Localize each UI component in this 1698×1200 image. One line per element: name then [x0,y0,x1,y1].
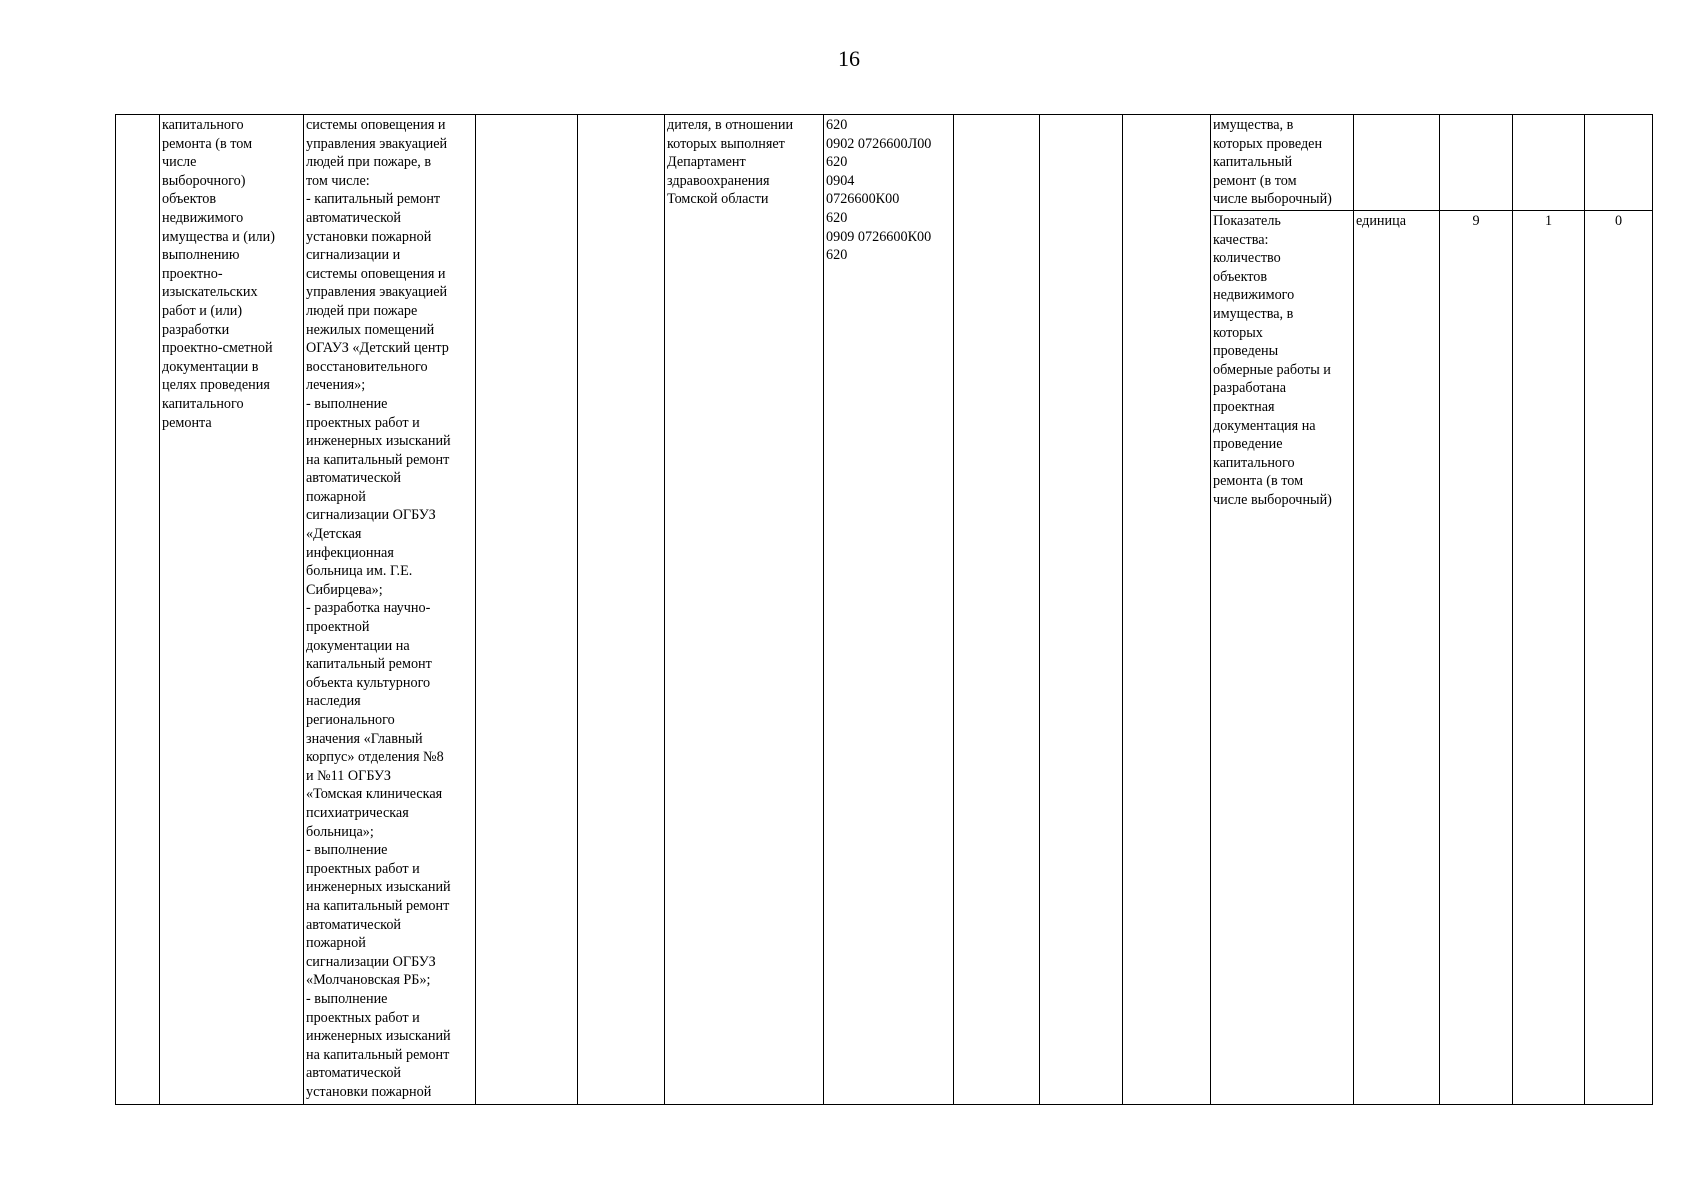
text-line: документации на [306,637,410,654]
text-line: проектных работ и [306,414,420,431]
col5-cell [578,115,665,1105]
text-line: сигнализации ОГБУЗ [306,953,436,970]
text-line: объектов [1213,268,1268,285]
text-line: которых проведен [1213,135,1323,152]
text-line: 620 [826,247,848,264]
text-line: сигнализации и [306,247,401,264]
text-line: ремонт (в том [1213,172,1297,189]
text-line: нежилых помещений [306,321,435,338]
text-line: капитального [162,117,244,133]
text-line: 620 [826,154,848,171]
text-line: проектно-сметной [162,340,273,357]
text-line: 620 [826,117,848,133]
text-line: автоматической [306,209,402,226]
text-line: ремонта (в том [1213,473,1304,490]
indicator2-value2-cell: 1 [1513,211,1585,1105]
text-line: «Томская клиническая [306,786,443,803]
text-line: системы оповещения и [306,265,446,282]
text-line: 0902 0726600Л00 [826,135,932,152]
text-line: капитальный [1213,154,1293,171]
text-line: психиатрическая [306,804,409,821]
text-line: проектной [306,619,370,636]
indicator2-name-text [1213,212,1351,510]
text-line: разработки [162,321,230,338]
text-line: сигнализации ОГБУЗ [306,507,436,524]
event-details-text [306,116,473,1101]
text-line: на капитальный ремонт [306,897,450,914]
text-line: управления эвакуацией [306,284,448,301]
budget-codes-text [826,116,951,265]
text-line: дителя, в отношении [667,117,794,133]
text-line: имущества, в [1213,117,1294,133]
indicator2-value3-cell: 0 [1585,211,1653,1105]
text-line: качества: [1213,231,1269,248]
text-line: на капитальный ремонт [306,1046,450,1063]
text-line: проведение [1213,436,1283,453]
text-line: ремонта (в том [162,135,253,152]
text-line: проектная [1213,398,1275,415]
indicator1-value1-cell [1440,115,1513,211]
text-line: установки пожарной [306,1083,432,1100]
text-line: изыскательских [162,284,258,301]
text-line: автоматической [306,470,402,487]
text-line: 620 [826,209,848,226]
text-line: проведены [1213,343,1279,360]
text-line: системы оповещения и [306,117,446,133]
text-line: на капитальный ремонт [306,451,450,468]
text-line: проектно- [162,265,223,282]
text-line: инфекционная [306,544,394,561]
text-line: капитального [162,395,244,412]
text-line: числе выборочный) [1213,491,1332,508]
text-line: которых [1213,324,1263,341]
indicator1-name-cell [1211,115,1354,211]
col-number-cell [116,115,160,1105]
text-line: автоматической [306,1065,402,1082]
text-line: Департамент [667,154,746,171]
text-line: «Детская [306,526,362,543]
text-line: целях проведения [162,377,270,394]
text-line: наследия [306,693,361,710]
text-line: и №11 ОГБУЗ [306,767,391,784]
executor-cell [665,115,824,1105]
text-line: выборочного) [162,172,246,189]
text-line: - выполнение [306,842,388,859]
text-line: установки пожарной [306,228,432,245]
executor-text [667,116,821,209]
text-line: капитального [1213,454,1295,471]
text-line: автоматической [306,916,402,933]
col4-cell [476,115,578,1105]
indicator2-unit-cell: единица [1354,211,1440,1105]
text-line: недвижимого [1213,287,1295,304]
text-line: восстановительного [306,358,428,375]
text-line: пожарной [306,488,366,505]
indicator2-name-cell [1211,211,1354,1105]
text-line: здравоохранения [667,172,770,189]
text-line: которых выполняет [667,135,785,152]
text-line: объектов [162,191,217,208]
text-line: ремонта [162,414,212,431]
text-line: количество [1213,250,1281,267]
text-line: числе [162,154,197,171]
text-line: инженерных изысканий [306,879,451,896]
text-line: работ и (или) [162,302,243,319]
text-line: инженерных изысканий [306,1028,451,1045]
text-line: значения «Главный [306,730,423,747]
text-line: капитальный ремонт [306,656,432,673]
text-line: проектных работ и [306,860,420,877]
text-line: больница им. Г.Е. [306,563,413,580]
text-line: корпус» отделения №8 [306,749,444,766]
text-line: пожарной [306,935,366,952]
text-line: - разработка научно- [306,600,431,617]
col10-cell [1123,115,1211,1105]
text-line: ОГАУЗ «Детский центр [306,340,449,357]
budget-codes-cell [824,115,954,1105]
event-name-cell [160,115,304,1105]
indicator1-value2-cell [1513,115,1585,211]
text-line: Показатель [1213,213,1281,229]
indicator1-value3-cell [1585,115,1653,211]
text-line: людей при пожаре, в [306,154,432,171]
text-line: лечения»; [306,377,366,394]
text-line: 0904 [826,172,855,189]
text-line: имущества и (или) [162,228,275,245]
text-line: - выполнение [306,395,388,412]
text-line: - выполнение [306,990,388,1007]
text-line: выполнению [162,247,240,264]
program-table [115,114,1653,1105]
event-name-text [162,116,301,432]
text-line: регионального [306,712,395,728]
indicator1-unit-cell [1354,115,1440,211]
text-line: документации в [162,358,259,375]
text-line: числе выборочный) [1213,191,1332,208]
text-line: разработана [1213,380,1287,397]
text-line: проектных работ и [306,1009,420,1026]
text-line: инженерных изысканий [306,433,451,450]
text-line: обмерные работы и [1213,361,1331,378]
text-line: Томской области [667,191,769,208]
text-line: 0909 0726600К00 [826,228,932,245]
text-line: больница»; [306,823,374,840]
text-line: людей при пожаре [306,302,418,319]
indicator1-name-text [1213,116,1351,209]
text-line: Сибирцева»; [306,581,383,598]
page-number: 16 [838,46,860,71]
text-line: 0726600К00 [826,191,900,208]
text-line: управления эвакуацией [306,135,448,152]
text-line: - капитальный ремонт [306,191,441,208]
col9-cell [1040,115,1123,1105]
text-line: «Молчановская РБ»; [306,972,431,989]
col8-cell [954,115,1040,1105]
indicator2-value1-cell: 9 [1440,211,1513,1105]
text-line: недвижимого [162,209,244,226]
event-details-cell [304,115,476,1105]
text-line: том числе: [306,172,370,189]
text-line: документация на [1213,417,1316,434]
text-line: объекта культурного [306,674,431,691]
text-line: имущества, в [1213,305,1294,322]
